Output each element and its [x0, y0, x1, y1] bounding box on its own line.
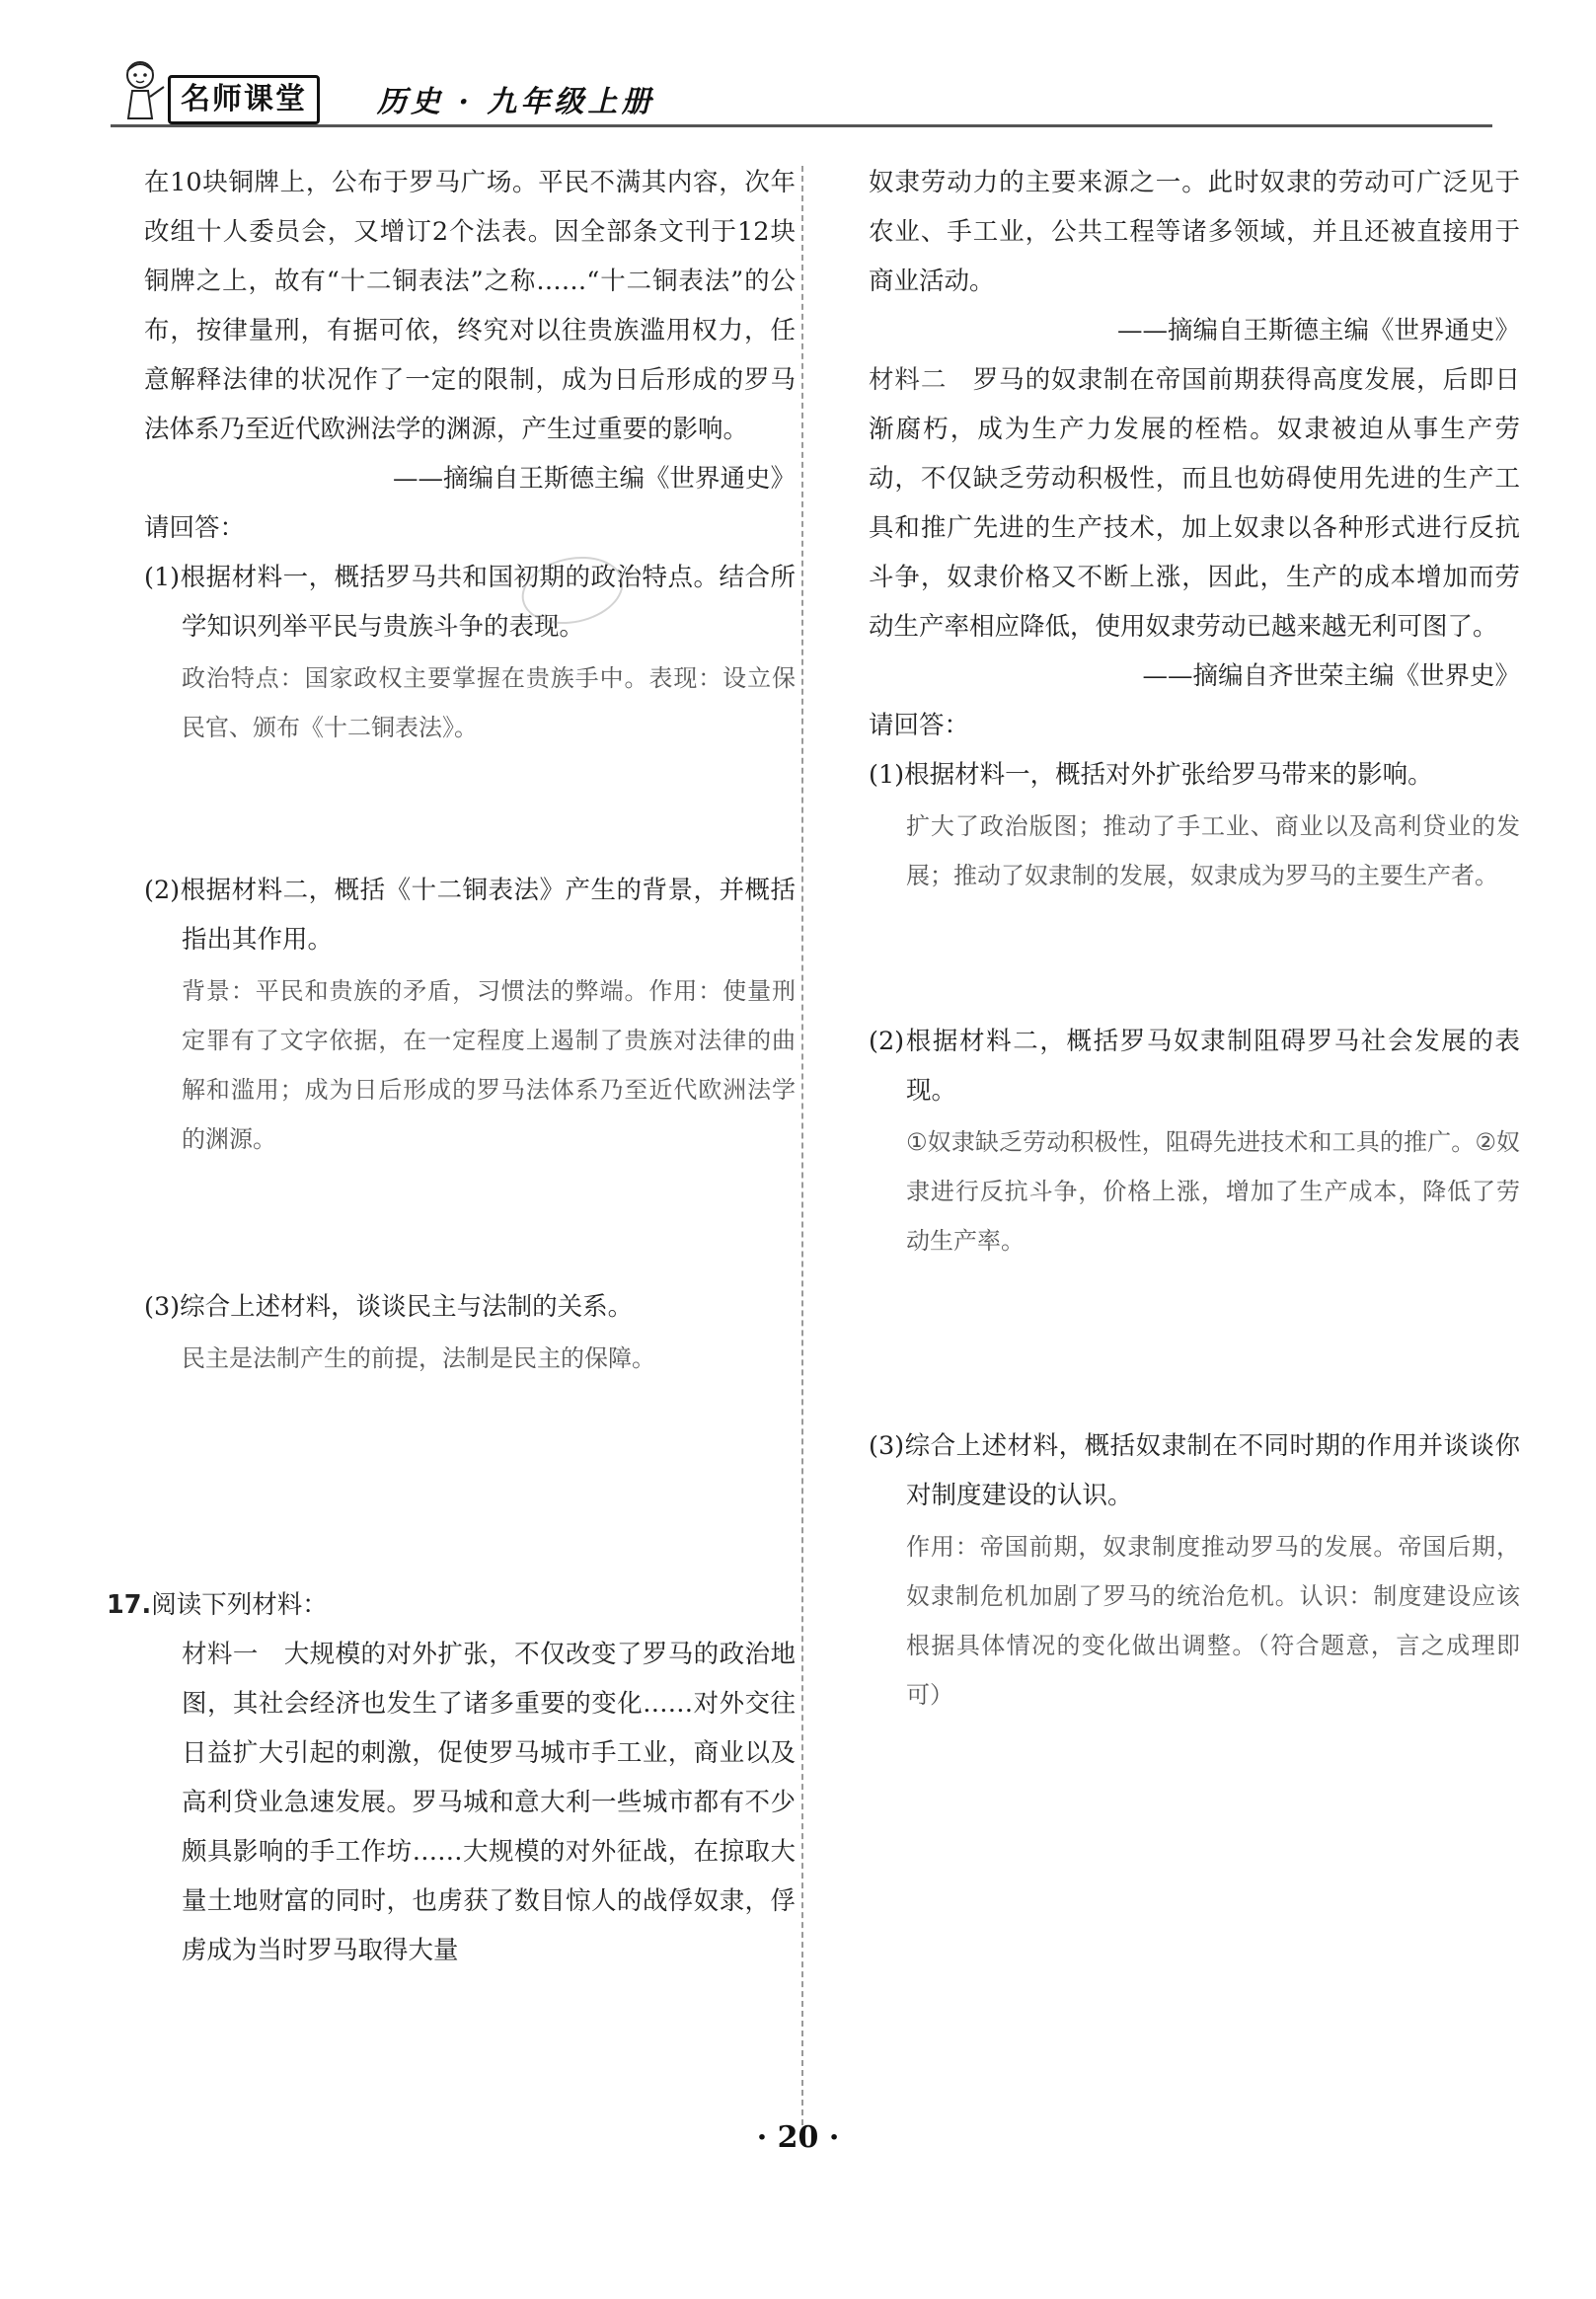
page-number: · 20 ·	[756, 2120, 840, 2155]
material-source: ——摘编自王斯德主编《世界通史》	[392, 464, 796, 494]
material-one-source: ——摘编自王斯德主编《世界通史》	[1116, 316, 1520, 345]
brand-logo: 名师课堂	[168, 75, 320, 124]
question-17-2: (2)根据材料二，概括罗马奴隶制阻碍罗马社会发展的表现。	[869, 1027, 1520, 1106]
material-one	[144, 1630, 796, 1975]
question-number: 17.	[107, 1590, 152, 1620]
header-divider	[111, 124, 1492, 127]
teacher-mascot-icon	[111, 57, 170, 122]
question-17-heading	[107, 1580, 796, 1630]
page-header	[111, 57, 1492, 126]
question-17-1: (1)根据材料一，概括对外扩张给罗马带来的影响。	[869, 760, 1433, 790]
answer-prompt: 请回答：	[144, 513, 246, 543]
answer-16-3: 民主是法制产生的前提，法制是民主的保障。	[182, 1344, 655, 1372]
question-17-3: (3)综合上述材料，概括奴隶制在不同时期的作用并谈谈你对制度建设的认识。	[869, 1431, 1520, 1510]
material-two	[869, 355, 1520, 651]
answer-17-1: 扩大了政治版图；推动了手工业、商业以及高利贷业的发展；推动了奴隶制的发展，奴隶成为罗马的主要生产者。	[906, 812, 1520, 889]
material-two-text: 罗马的奴隶制在帝国前期获得高度发展，后即日渐腐朽，成为生产力发展的桎梏。奴隶被迫从事生产劳动，不仅缺乏劳动积极性，而且也妨碍使用先进的生产工具和推广先进的生产技术，加上奴隶以各种形式进行反抗斗争，奴隶价格又不断上涨，因此，生产的成本增加而劳动生产率相应降低，使用奴隶劳动已越来越无利可图了。	[869, 365, 1520, 642]
answer-16-2: 背景：平民和贵族的矛盾，习惯法的弊端。作用：使量刑定罪有了文字依据，在一定程度上遏制了贵族对法律的曲解和滥用；成为日后形成的罗马法体系乃至近代欧洲法学的渊源。	[182, 977, 796, 1153]
question-16-2: (2)根据材料二，概括《十二铜表法》产生的背景，并概括指出其作用。	[144, 876, 796, 955]
right-column	[869, 158, 1520, 1720]
column-divider	[801, 166, 803, 2125]
material-one-text: 大规模的对外扩张，不仅改变了罗马的政治地图，其社会经济也发生了诸多重要的变化……对外交往日益扩大引起的刺激，促使罗马城市手工业，商业以及高利贷业急速发展。罗马城和意大利一些城市都有不少颇具影响的手工作坊……大规模的对外征战，在掠取大量土地财富的同时，也虏获了数目惊人的战俘奴隶，俘虏成为当时罗马取得大量	[182, 1640, 796, 1965]
question-title: 阅读下列材料：	[151, 1590, 328, 1620]
subject-title: 历史 · 九年级上册	[377, 85, 655, 119]
answer-prompt-17: 请回答：	[869, 711, 970, 740]
material-two-continued: 在10块铜牌上，公布于罗马广场。平民不满其内容，次年改组十人委员会，又增订2个法表。因全部条文刊于12块铜牌之上，故有“十二铜表法”之称……“十二铜表法”的公布，按律量刑，有据可依，终究对以往贵族滥用权力，任意解释法律的状况作了一定的限制，成为日后形成的罗马法体系乃至近代欧洲法学的渊源，产生过重要的影响。	[144, 168, 796, 444]
question-16-1: (1)根据材料一，概括罗马共和国初期的政治特点。结合所学知识列举平民与贵族斗争的表现。	[144, 563, 796, 642]
answer-16-1: 政治特点：国家政权主要掌握在贵族手中。表现：设立保民官、颁布《十二铜表法》。	[182, 664, 796, 741]
material-one-label: 材料一	[182, 1640, 259, 1669]
material-one-continued: 奴隶劳动力的主要来源之一。此时奴隶的劳动可广泛见于农业、手工业，公共工程等诸多领域，并且还被直接用于商业活动。	[869, 168, 1520, 296]
material-two-source: ——摘编自齐世荣主编《世界史》	[1142, 661, 1520, 691]
question-16-3: (3)综合上述材料，谈谈民主与法制的关系。	[144, 1292, 634, 1322]
answer-17-3: 作用：帝国前期，奴隶制度推动罗马的发展。帝国后期，奴隶制危机加剧了罗马的统治危机。认识：制度建设应该根据具体情况的变化做出调整。（符合题意，言之成理即可）	[906, 1533, 1520, 1709]
left-column	[107, 158, 796, 1975]
material-two-label: 材料二	[869, 365, 948, 395]
answer-17-2: ①奴隶缺乏劳动积极性，阻碍先进技术和工具的推广。②奴隶进行反抗斗争，价格上涨，增加了生产成本，降低了劳动生产率。	[906, 1128, 1520, 1255]
